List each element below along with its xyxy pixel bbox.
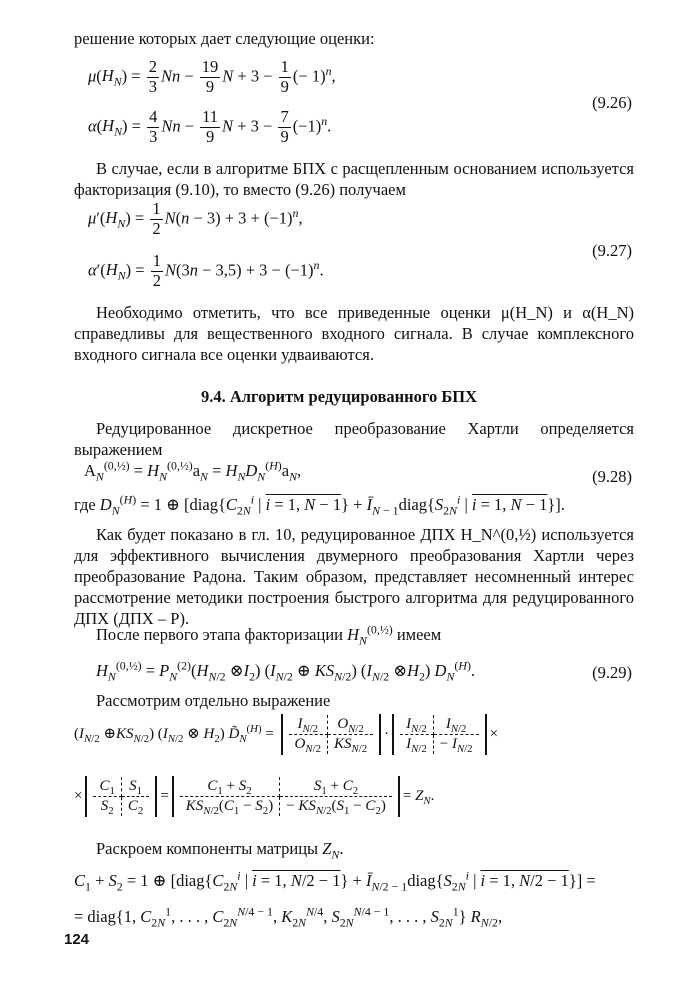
eq-9-28-number: (9.28)	[592, 467, 632, 486]
para-expand: Раскроем компоненты матрицы $Z_N$.	[96, 839, 344, 862]
final-eq-line-1: $C_1 + S_2 = 1$ ⊕ [$diag\{C_{2N}^i$ | i = 1, $N/2 - 1\} + Ī_{N/2 - 1}diag\{S_{2N}^i$ | i = 1, N/2 − 1}] =	[74, 868, 596, 894]
para-note: Необходимо отметить, что все приведенные оценки μ(H_N) и α(H_N) справедливы для вещественного входного сигнала. В случае комплексного входного сигнала все оценки удваиваются.	[74, 303, 634, 365]
eq-9-28: $A_N^{(0,\frac{1}{2})} = H_N^{(0,\frac{1}{2})}a_N = H_ND_N^{(H)}a_N$,	[84, 458, 302, 484]
eq-9-27-number: (9.27)	[592, 241, 632, 260]
eq-9-29-number: (9.29)	[592, 663, 632, 682]
final-eq-line-2: = diag{1, $C_{2N}^1$, . . . , $C_{2N}^{N/4 - 1}$, $K_{2N}^{N/4}$, $S_{2N}^{N/4 - 1}$, . . . , $S_{2N}^1$} $R_{N/2}$,	[74, 904, 503, 930]
para-after-first: После первого этапа факторизации $H_N^{(0,\frac{1}{2})}$ имеем	[96, 622, 442, 648]
matrix-block-2: $I_{N/2}$ $I_{N/2}$ $I_{N/2}$ − $I_{N/2}$	[392, 714, 486, 755]
eq-9-29: $H_N^{(0,\frac{1}{2})} = P_N^{(2)}(H_{N/2}$ $\otimes I_2$) ($I_{N/2}$ ⊕ $KS_{N/2}$) ($I_{N/2}$ $\otimes H_2$) $D_N^{(H)}$.	[96, 658, 476, 684]
para-gl10: Как будет показано в гл. 10, редуцированное ДПХ H_N^(0,½) используется для эффективного вычисления двумерного преобразования Хартли через преобразование Радона. Таким образом, представляет несомненный интерес рассмотрение методики построения быстрого алгоритма для редуцированного ДПХ (ДПХ – Р).	[74, 525, 634, 629]
para-consider: Рассмотрим отдельно выражение	[96, 691, 331, 710]
eq-9-26-alpha: $\alpha(H_N)$ = $\frac{4}{3}$ Nn − $\frac{11}{9}$ N + 3 − $\frac{7}{9}$ $(-1)^n$.	[88, 107, 332, 146]
eq-9-27-alpha: $\alpha'(H_N)$ = $\frac{1}{2}$ $N(3n - 3,5) + 3 - (-1)^n$.	[88, 251, 324, 290]
para-split-radix: В случае, если в алгоритме БПХ с расщепленным основанием используется факторизация (9.10), то вместо (9.26) получаем	[74, 159, 634, 200]
matrix-block-1: $I_{N/2}$ $O_{N/2}$ $O_{N/2}$ $KS_{N/2}$	[281, 714, 382, 755]
section-title: 9.4. Алгоритм редуцированного БПХ	[201, 387, 477, 406]
page-number: 124	[64, 931, 90, 948]
matrix-block-3: $C_1$ $S_1$ $S_2$ $C_2$	[85, 776, 157, 817]
eq-9-26-mu: $\mu(H_N)$ = $\frac{2}{3}$ Nn − $\frac{19}{9}$ N + 3 − $\frac{1}{9}$ (− 1)$^n$,	[88, 57, 336, 96]
matrix-block-4: $C_1 + S_2$ $S_1 + C_2$ $KS_{N/2}(C_1 - S_2)$ − $KS_{N/2}(S_1 - C_2)$	[172, 776, 400, 817]
intro-line: решение которых дает следующие оценки:	[74, 29, 375, 48]
para-reduced: Редуцированное дискретное преобразование Хартли определяется выражением	[74, 419, 634, 460]
matrix-expr-2: × $C_1$ $S_1$ $S_2$ $C_2$ = $C_1 + S_2$ $S_1 + C_2$ $KS_{N/2}(C_1 - S_2)$ − $KS_{N/2}(S_1 - C_2)$ = $Z_N$.	[74, 778, 435, 818]
eq-9-26-number: (9.26)	[592, 93, 632, 112]
where-line: где $D_N^{(H)} = 1$ ⊕ [$diag\{C_{2N}^i$ | i = 1, $N - 1\} + Ī_{N - 1}diag\{S_{2N}^i$ | i = 1, N − 1}].	[74, 492, 565, 518]
matrix-expr-1: ($I_{N/2}$ $\oplus KS_{N/2}$) ($I_{N/2}$ ⊗ $H_2$) $D̃_N^{(H)}$ = $I_{N/2}$ $O_{N/2}$ $O_{N/2}$ $KS_{N/2}$ · $I_{N/2}$ $I_{N/2}$ $I_{N/2}$ − $I_{N/2}$ ×	[74, 716, 499, 756]
eq-9-27-mu: $\mu'(H_N)$ = $\frac{1}{2}$ $N(n - 3) + 3 + (-1)^n$,	[88, 199, 303, 238]
